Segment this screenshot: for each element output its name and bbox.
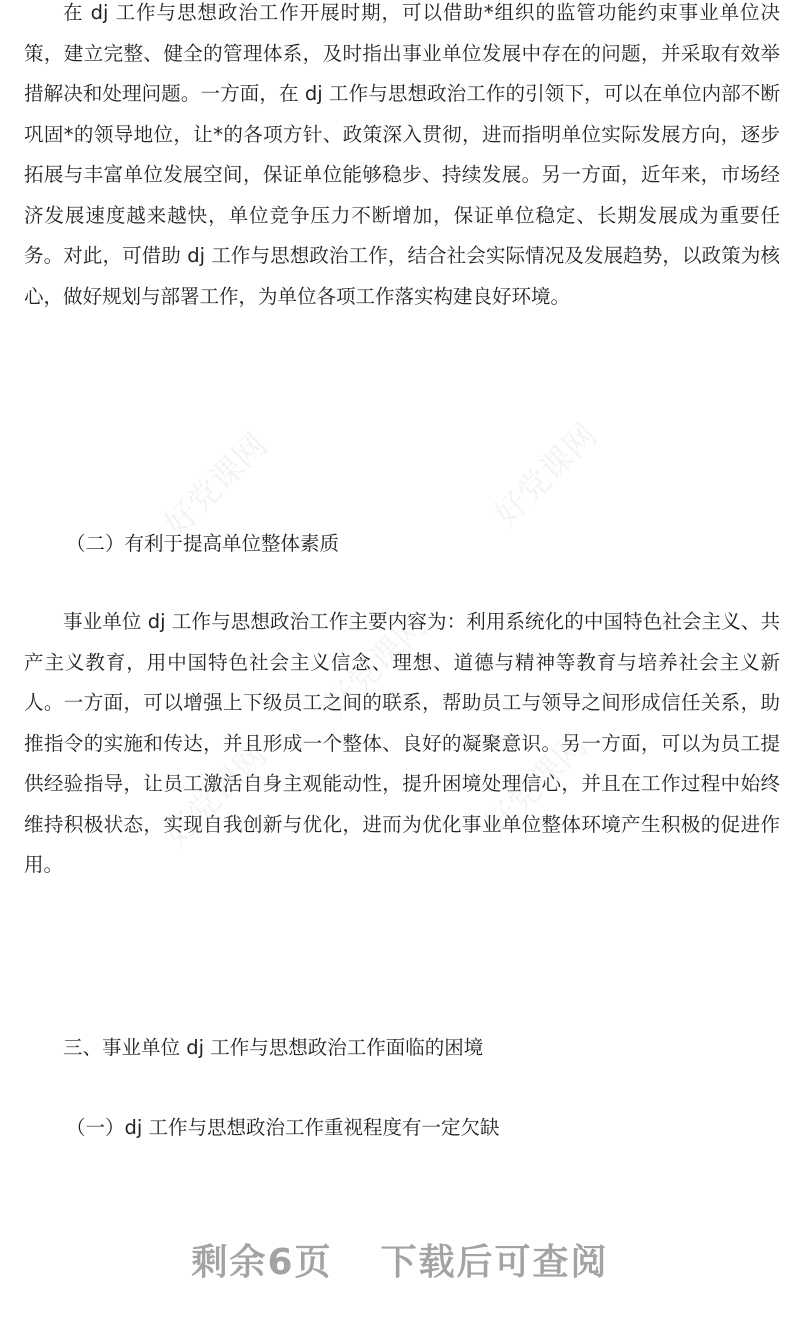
download-banner[interactable] bbox=[0, 1236, 800, 1290]
watermark-text: 好党课网 bbox=[156, 735, 275, 854]
watermark-text: 好党课网 bbox=[316, 605, 435, 724]
remaining-pages-label: 剩余6页 bbox=[191, 1242, 333, 1283]
body-paragraph: 在 dj 工作与思想政治工作开展时期，可以借助*组织的监管功能约束事业单位决策，建立完整、健全的管理体系，及时指出事业单位发展中存在的问题，并采取有效举措解决和处理问题。一方面，在 dj 工作与思想政治工作的引领下，可以在单位内部不断巩固*的领导地位，让*的各项方针、政策深入贯彻，进而指明单位实际发展方向，逐步拓展与丰富单位发展空间，保证单位能够稳步、持续发展。另一方面，近年来，市场经济发展速度越来越快，单位竞争压力不断增加，保证单位稳定、长期发展成为重要任务。对此，可借助 dj 工作与思想政治工作，结合社会实际情况及发展趋势，以政策为核心，做好规划与部署工作，为单位各项工作落实构建良好环境。 bbox=[24, 1, 780, 308]
watermark-text: 好党课网 bbox=[156, 425, 275, 544]
subheading: （一）dj 工作与思想政治工作重视程度有一定欠缺 bbox=[66, 1116, 500, 1139]
watermark-text: 好党课网 bbox=[476, 725, 595, 844]
section-heading: 三、事业单位 dj 工作与思想政治工作面临的困境 bbox=[63, 1036, 484, 1059]
subheading: （二）有利于提高单位整体素质 bbox=[66, 532, 340, 555]
body-paragraph: 事业单位 dj 工作与思想政治工作主要内容为：利用系统化的中国特色社会主义、共产主义教育，用中国特色社会主义信念、理想、道德与精神等教育与培养社会主义新人。一方面，可以增强上下级员工之间的联系，帮助员工与领导之间形成信任关系，助推指令的实施和传达，并且形成一个整体、良好的凝聚意识。另一方面，可以为员工提供经验指导，让员工激活自身主观能动性，提升困境处理信心，并且在工作过程中始终维持积极状态，实现自我创新与优化，进而为优化事业单位整体环境产生积极的促进作用。 bbox=[24, 610, 780, 876]
download-prompt-label: 下载后可查阅 bbox=[380, 1242, 609, 1283]
watermark-text: 好党课网 bbox=[486, 415, 605, 534]
